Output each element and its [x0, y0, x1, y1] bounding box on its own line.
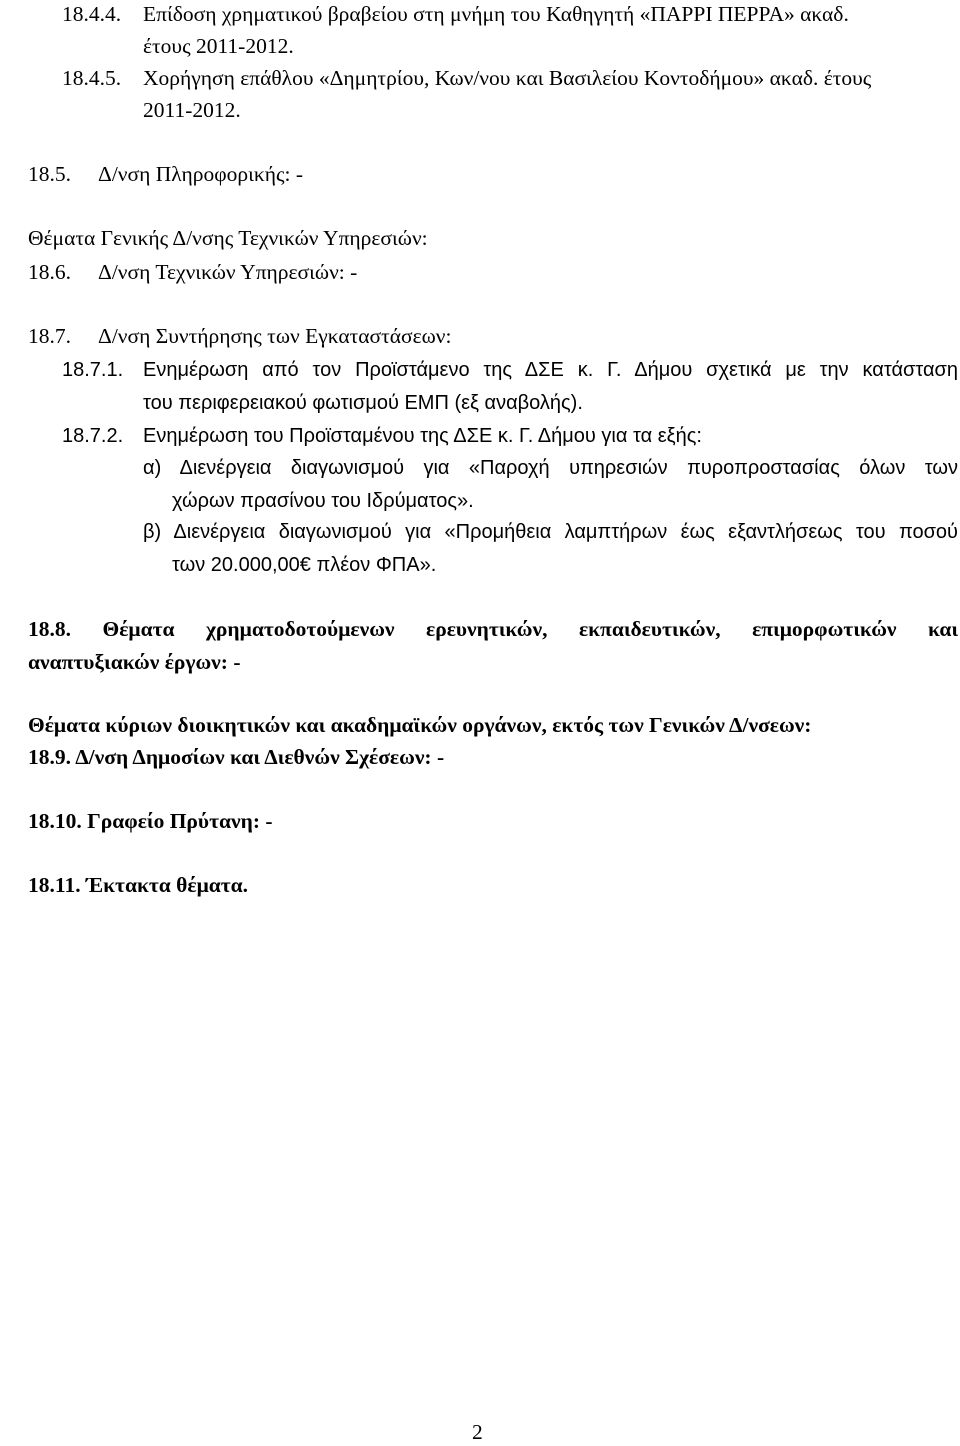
- item-18-7-number: 18.7.: [28, 324, 71, 348]
- item-18-7-2-a-line1: α) Διενέργεια διαγωνισμού για «Παροχή υπηρεσιών πυροπροστασίας όλων των: [143, 457, 958, 479]
- item-18-7-2-b-line2: των 20.000,00€ πλέον ΦΠΑ».: [172, 554, 437, 576]
- item-18-7-1-line1: Ενημέρωση από τον Προϊστάμενο της ΔΣΕ κ. Γ. Δήμου σχετικά με την κατάσταση: [143, 359, 958, 381]
- item-18-4-4-line2: έτους 2011-2012.: [143, 34, 294, 58]
- item-18-7-2-b-line1: β) Διενέργεια διαγωνισμού για «Προμήθεια λαμπτήρων έως εξαντλήσεως του ποσού: [143, 521, 958, 543]
- item-18-8-line2: αναπτυξιακών έργων: -: [28, 650, 241, 674]
- item-18-10: 18.10. Γραφείο Πρύτανη: -: [28, 809, 273, 833]
- item-18-4-5-number: 18.4.5.: [62, 66, 122, 90]
- item-18-7-2-text: Ενημέρωση του Προϊσταμένου της ΔΣΕ κ. Γ. Δήμου για τα εξής:: [143, 425, 702, 447]
- item-18-5-text: Δ/νση Πληροφορικής: -: [98, 162, 303, 186]
- item-18-5-number: 18.5.: [28, 162, 71, 186]
- page-number: 2: [472, 1420, 483, 1444]
- item-18-7-1-line2: του περιφερειακού φωτισμού ΕΜΠ (εξ αναβολής).: [143, 392, 583, 414]
- item-18-4-4-line1: Επίδοση χρηματικού βραβείου στη μνήμη του Καθηγητή «ΠΑΡΡΙ ΠΕΡΡΑ» ακαδ.: [143, 2, 849, 26]
- item-18-11: 18.11. Έκτακτα θέματα.: [28, 873, 249, 897]
- item-18-4-5-line2: 2011-2012.: [143, 98, 241, 122]
- item-18-4-4-number: 18.4.4.: [62, 2, 122, 26]
- item-18-6-text: Δ/νση Τεχνικών Υπηρεσιών: -: [98, 260, 358, 284]
- item-18-7-2-a-line2: χώρων πρασίνου του Ιδρύματος».: [172, 490, 474, 512]
- general-directorate-heading: Θέματα Γενικής Δ/νσης Τεχνικών Υπηρεσιών:: [28, 226, 428, 250]
- item-18-7-2-number: 18.7.2.: [62, 425, 124, 447]
- item-18-7-text: Δ/νση Συντήρησης των Εγκαταστάσεων:: [98, 324, 452, 348]
- item-18-4-5-line1: Χορήγηση επάθλου «Δημητρίου, Κων/νου και Βασιλείου Κοντοδήμου» ακαδ. έτους: [143, 66, 872, 90]
- item-18-6-number: 18.6.: [28, 260, 71, 284]
- item-18-9: 18.9. Δ/νση Δημοσίων και Διεθνών Σχέσεων: -: [28, 745, 445, 769]
- item-18-7-1-number: 18.7.1.: [62, 359, 124, 381]
- admin-organs-heading: Θέματα κύριων διοικητικών και ακαδημαϊκών οργάνων, εκτός των Γενικών Δ/νσεων:: [28, 713, 812, 737]
- item-18-8-line1: 18.8. Θέματα χρηματοδοτούμενων ερευνητικών, εκπαιδευτικών, επιμορφωτικών και: [28, 617, 958, 641]
